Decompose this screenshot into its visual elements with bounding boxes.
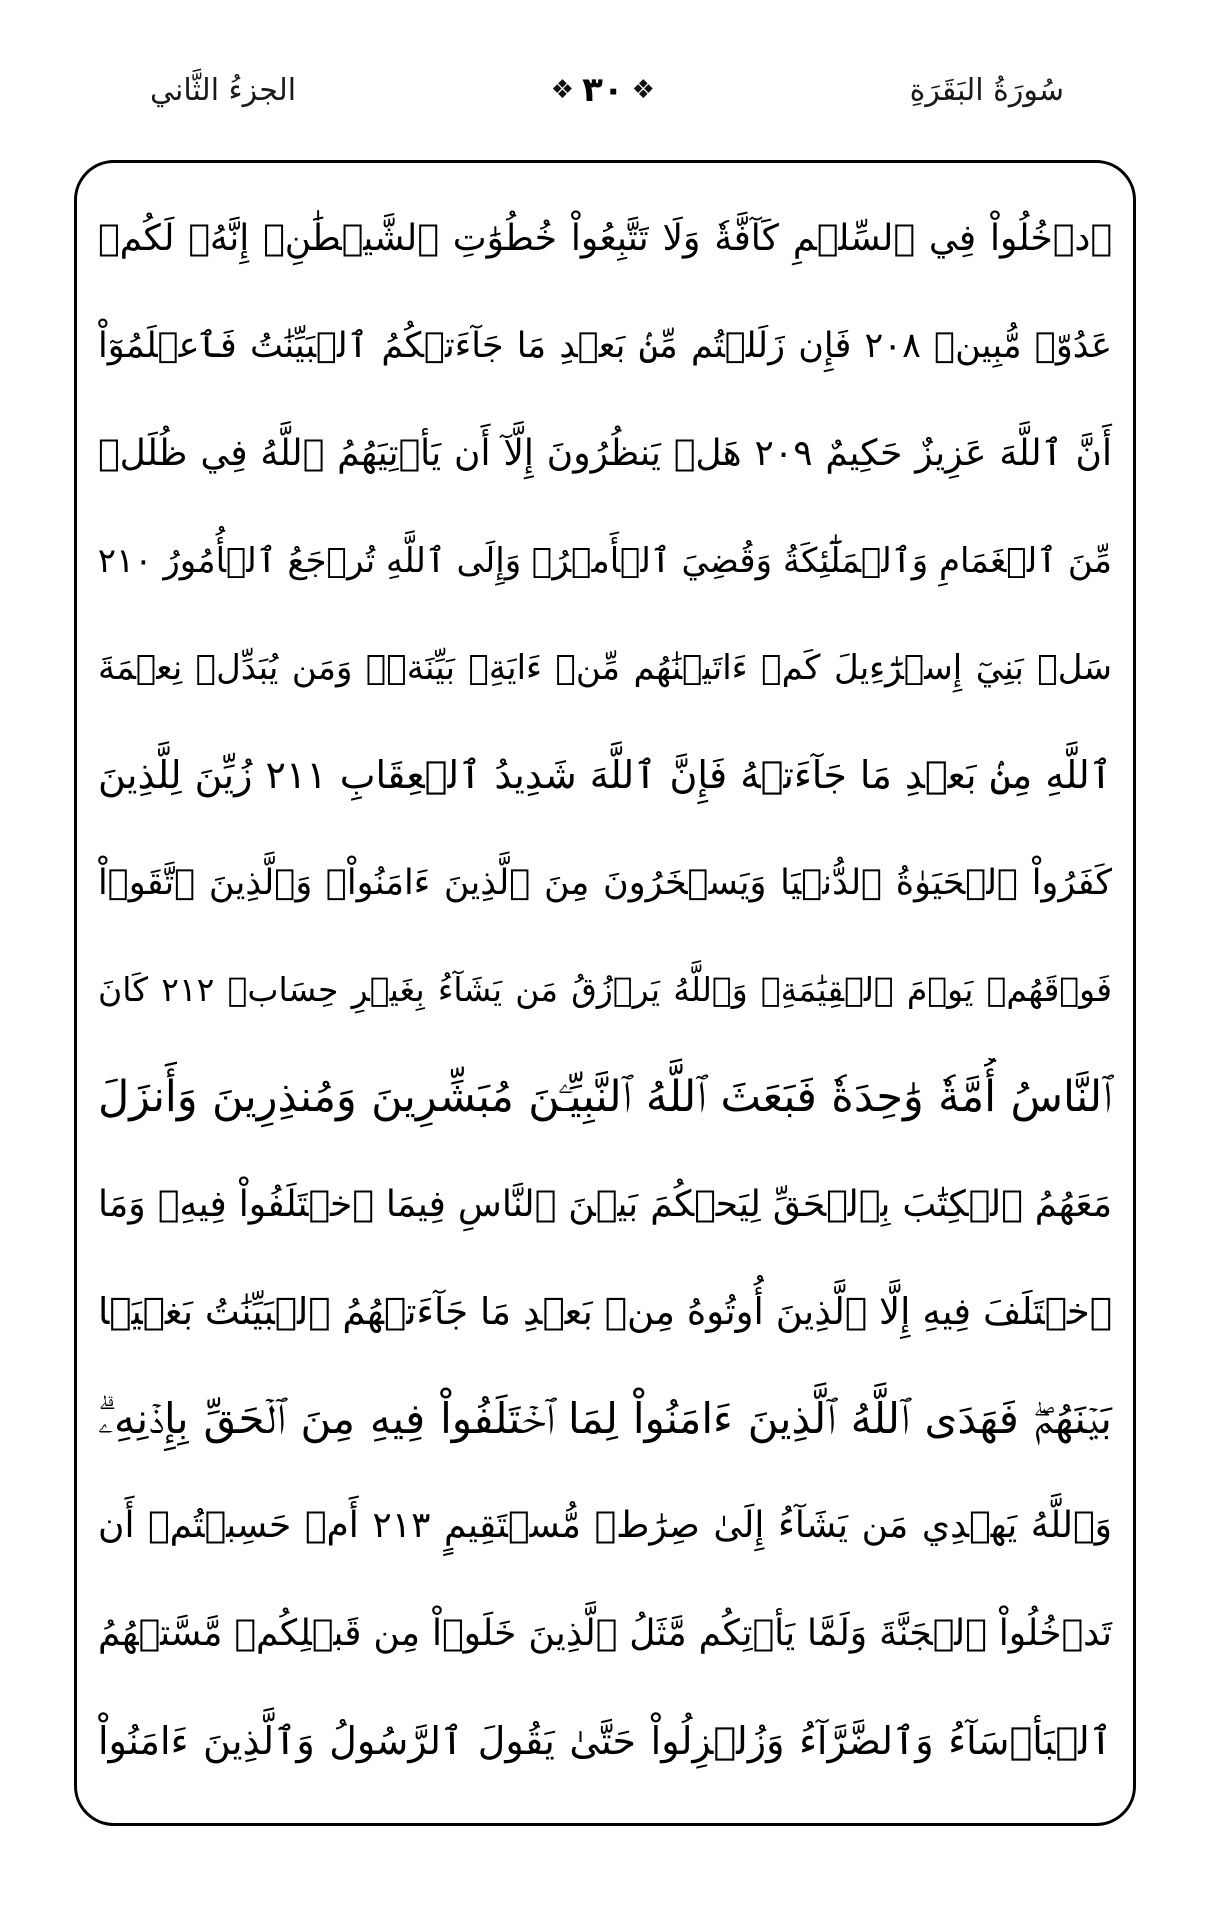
ornament-icon: ❖ <box>631 75 655 105</box>
quran-text <box>90 180 1120 1810</box>
text-line: ٱلۡبَأۡسَآءُ وَٱلضَّرَّآءُ وَزُلۡزِلُواْ حَتَّىٰ يَقُولَ ٱلرَّسُولُ وَٱلَّذِينَ ءَامَنُواْ <box>98 1718 1112 1763</box>
text-line: ٱخۡتَلَفَ فِيهِ إِلَّا ٱلَّذِينَ أُوتُوهُ مِنۢ بَعۡدِ مَا جَآءَتۡهُمُ ٱلۡبَيِّنَٰتُ بَغۡيَۢا <box>98 1289 1112 1333</box>
text-line: كَفَرُواْ ٱلۡحَيَوٰةُ ٱلدُّنۡيَا وَيَسۡخَرُونَ مِنَ ٱلَّذِينَ ءَامَنُواْۘ وَٱلَّذِينَ ٱتَّقَوۡاْ <box>98 862 1112 903</box>
text-line: تَدۡخُلُواْ ٱلۡجَنَّةَ وَلَمَّا يَأۡتِكُم مَّثَلُ ٱلَّذِينَ خَلَوۡاْ مِن قَبۡلِكُمۖ مَّسَّتۡهُمُ <box>98 1612 1112 1654</box>
surah-name: سُورَةُ البَقَرَةِ <box>909 72 1064 108</box>
text-line: بَيۡنَهُمۡۖ فَهَدَى ٱللَّهُ ٱلَّذِينَ ءَامَنُواْ لِمَا ٱخۡتَلَفُواْ فِيهِ مِنَ ٱلۡحَقِّ بِإِذۡنِهِۦۗ <box>98 1394 1112 1444</box>
text-line: ٱلنَّاسُ أُمَّةٗ وَٰحِدَةٗ فَبَعَثَ ٱللَّهُ ٱلنَّبِيِّـۧنَ مُبَشِّرِينَ وَمُنذِرِينَ وَأَنزَلَ <box>98 1072 1112 1123</box>
text-line: مَعَهُمُ ٱلۡكِتَٰبَ بِٱلۡحَقِّ لِيَحۡكُمَ بَيۡنَ ٱلنَّاسِ فِيمَا ٱخۡتَلَفُواْ فِيهِۚ وَمَا <box>98 1183 1112 1225</box>
page-number-badge <box>551 70 655 110</box>
text-line: ٱللَّهِ مِنۢ بَعۡدِ مَا جَآءَتۡهُ فَإِنَّ ٱللَّهَ شَدِيدُ ٱلۡعِقَابِ ٢١١ زُيِّنَ لِلَّذِينَ <box>98 753 1112 798</box>
text-line: سَلۡ بَنِيٓ إِسۡرَٰٓءِيلَ كَمۡ ءَاتَيۡنَٰهُم مِّنۡ ءَايَةِۢ بَيِّنَةٖۗ وَمَن يُبَدِّلۡ نِعۡمَةَ <box>98 648 1112 689</box>
page-number: ٣٠ <box>582 70 624 110</box>
text-line: أَنَّ ٱللَّهَ عَزِيزٌ حَكِيمٌ ٢٠٩ هَلۡ يَنظُرُونَ إِلَّآ أَن يَأۡتِيَهُمُ ٱللَّهُ فِي ظُلَلٖ <box>98 432 1112 474</box>
ornament-icon: ❖ <box>550 75 575 105</box>
text-line: ٱدۡخُلُواْ فِي ٱلسِّلۡمِ كَآفَّةٗ وَلَا تَتَّبِعُواْ خُطُوَٰتِ ٱلشَّيۡطَٰنِۚ إِنَّهُۥ لَكُمۡ <box>98 218 1112 259</box>
text-line: وَٱللَّهُ يَهۡدِي مَن يَشَآءُ إِلَىٰ صِرَٰطٖ مُّسۡتَقِيمٍ ٢١٣ أَمۡ حَسِبۡتُمۡ أَن <box>98 1505 1112 1547</box>
page-header <box>150 60 1064 120</box>
text-line: فَوۡقَهُمۡ يَوۡمَ ٱلۡقِيَٰمَةِۗ وَٱللَّهُ يَرۡزُقُ مَن يَشَآءُ بِغَيۡرِ حِسَابٖ ٢١٢ كَانَ <box>98 969 1112 1009</box>
text-line: عَدُوّٞ مُّبِينٞ ٢٠٨ فَإِن زَلَلۡتُم مِّنۢ بَعۡدِ مَا جَآءَتۡكُمُ ٱلۡبَيِّنَٰتُ فَٱعۡلَمُوٓاْ <box>98 326 1112 367</box>
text-line: مِّنَ ٱلۡغَمَامِ وَٱلۡمَلَٰٓئِكَةُ وَقُضِيَ ٱلۡأَمۡرُۚ وَإِلَى ٱللَّهِ تُرۡجَعُ ٱلۡأُمُورُ ٢١٠ <box>97 540 1112 581</box>
juz-name: الجزءُ الثَّاني <box>150 72 297 108</box>
